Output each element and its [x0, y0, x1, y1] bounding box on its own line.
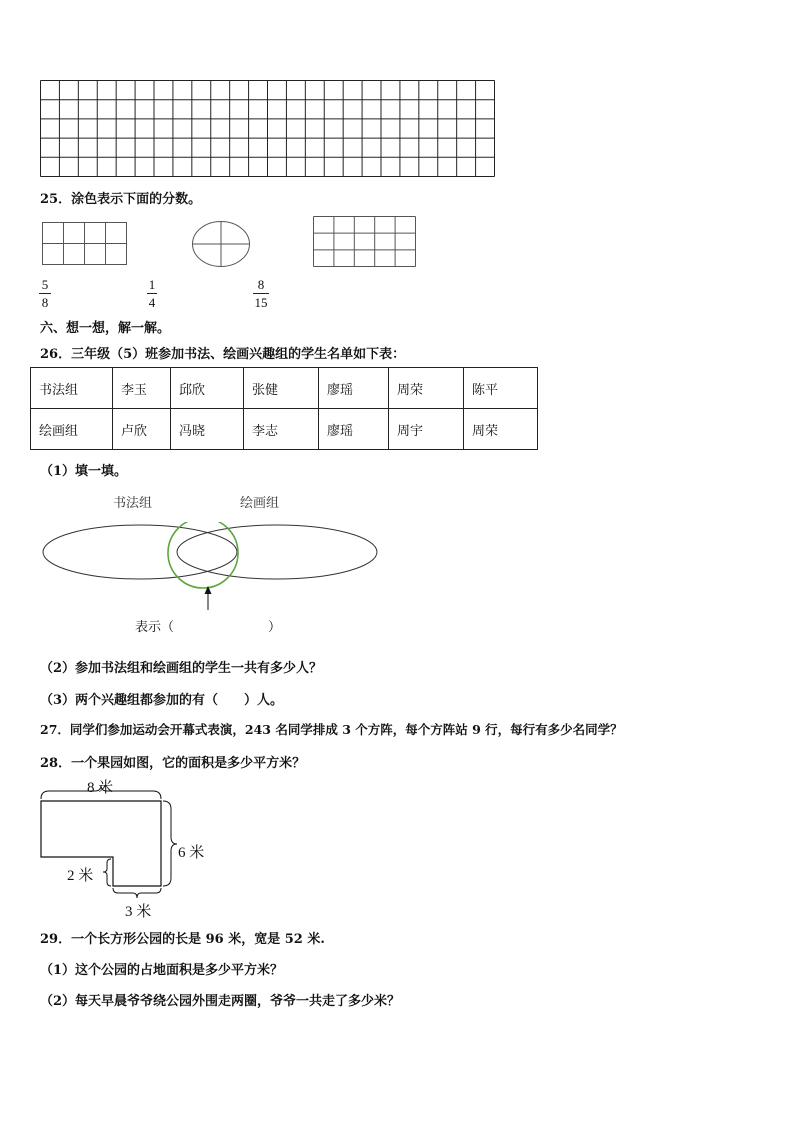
question-26-title: 26．三年级（5）班参加书法、绘画兴趣组的学生名单如下表： — [40, 347, 406, 362]
table-row — [31, 409, 538, 450]
dimension-top-label: 8 米 — [87, 780, 114, 796]
fraction-numerator: 8 — [257, 277, 265, 292]
table-row — [31, 368, 538, 409]
table-cell: 周荣 — [464, 409, 538, 450]
table-cell: 邱欣 — [171, 368, 244, 409]
fraction-1-4 — [144, 276, 160, 311]
table-cell: 廖瑶 — [319, 368, 389, 409]
top-grid — [40, 80, 496, 178]
venn-indicator-close: ） — [268, 620, 282, 635]
table-cell: 周宇 — [389, 409, 464, 450]
question-26-sub2: （2）参加书法组和绘画组的学生一共有多少人？ — [40, 661, 323, 676]
table-cell: 李玉 — [113, 368, 171, 409]
table-cell: 书法组 — [31, 368, 113, 409]
table-cell: 廖瑶 — [319, 409, 389, 450]
fraction-numerator: 1 — [148, 277, 156, 292]
question-27: 27．同学们参加运动会开幕式表演，243 名同学排成 3 个方阵，每个方阵站 9 行，每行有多少名同学？ — [40, 722, 623, 737]
fraction-denominator: 8 — [41, 295, 49, 310]
dimension-bottom-label: 3 米 — [125, 904, 152, 920]
rectangle-grid-8[interactable] — [42, 222, 128, 266]
dimension-left-label: 2 米 — [67, 868, 94, 884]
rectangle-grid-15[interactable] — [313, 216, 417, 268]
fraction-8-15 — [250, 276, 272, 311]
table-cell: 张健 — [244, 368, 319, 409]
question-26-sub1: （1）填一填。 — [40, 464, 128, 479]
venn-answer-blank[interactable] — [186, 614, 266, 632]
circle-quarters[interactable] — [191, 220, 251, 268]
fraction-denominator: 4 — [148, 295, 156, 310]
table-cell: 冯晓 — [171, 409, 244, 450]
roster-table — [30, 367, 538, 450]
fraction-numerator: 5 — [41, 277, 49, 292]
table-cell: 李志 — [244, 409, 319, 450]
question-29-sub1: （1）这个公园的占地面积是多少平方米？ — [40, 963, 284, 978]
venn-indicator-label: 表示（ — [135, 620, 175, 635]
question-25-title: 25．涂色表示下面的分数。 — [40, 192, 202, 207]
table-cell: 绘画组 — [31, 409, 113, 450]
venn-left-label: 书法组 — [113, 496, 153, 511]
question-29-title: 29．一个长方形公园的长是 96 米，宽是 52 米. — [40, 932, 325, 947]
section-6-heading: 六、想一想，解一解。 — [40, 321, 171, 336]
question-26-sub3: （3）两个兴趣组都参加的有（ ）人。 — [40, 693, 284, 708]
fraction-5-8 — [36, 276, 54, 311]
table-cell: 卢欣 — [113, 409, 171, 450]
fraction-denominator: 15 — [254, 295, 268, 310]
question-29-sub2: （2）每天早晨爷爷绕公园外围走两圈，爷爷一共走了多少米？ — [40, 994, 401, 1009]
dimension-right-label: 6 米 — [178, 845, 205, 861]
table-cell: 陈平 — [464, 368, 538, 409]
venn-right-label: 绘画组 — [240, 496, 280, 511]
table-cell: 周荣 — [389, 368, 464, 409]
venn-diagram — [40, 522, 380, 612]
question-28-title: 28．一个果园如图，它的面积是多少平方米？ — [40, 756, 306, 771]
